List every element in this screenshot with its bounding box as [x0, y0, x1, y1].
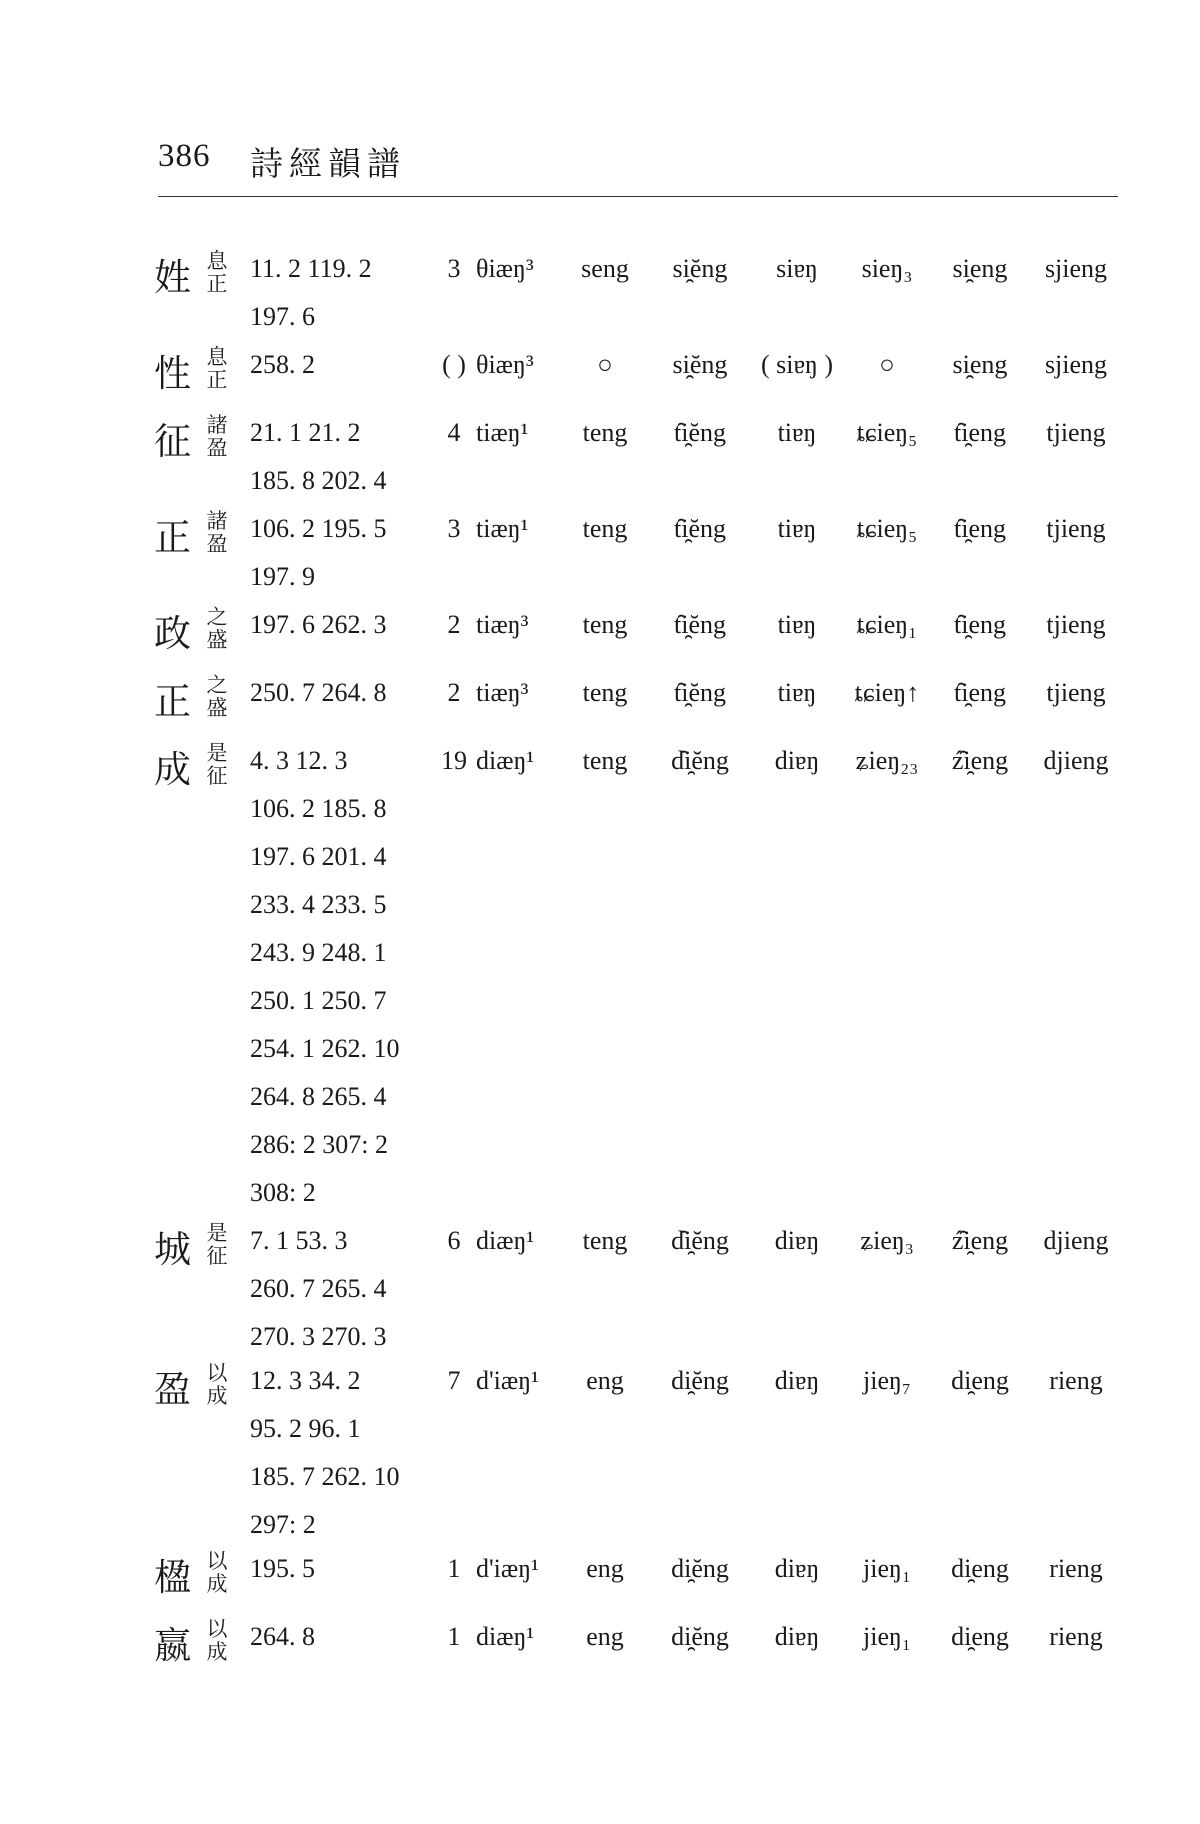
reconstruction-4: tiɐŋ	[777, 610, 817, 639]
reconstruction-1: θiæŋ³	[476, 254, 534, 283]
reconstruction-5: jieŋ₇	[863, 1366, 911, 1395]
reconstruction-5: ȶɕieŋ₅	[856, 418, 918, 447]
fanqie-character: 之	[206, 605, 228, 629]
fanqie-spelling	[204, 674, 230, 720]
head-character: 盈	[154, 1368, 191, 1411]
reconstruction-6: t̑i̯eng	[954, 418, 1006, 447]
reference-line: 197. 6 201. 4	[250, 842, 387, 871]
reconstruction-5: jieŋ₁	[863, 1554, 911, 1583]
occurrence-count: 1	[447, 1622, 461, 1651]
reconstruction-7: tjieng	[1046, 610, 1106, 639]
head-character: 政	[154, 612, 191, 655]
reconstruction-2: eng	[586, 1554, 624, 1583]
reconstruction-2: teng	[582, 418, 628, 447]
reconstruction-4: tiɐŋ	[777, 514, 817, 543]
reconstruction-3: di̯ĕng	[671, 1366, 729, 1395]
reconstruction-5: ʑieŋ₂₃	[855, 746, 919, 775]
reconstruction-4: tiɐŋ	[777, 418, 817, 447]
reconstruction-3: t̑i̯ĕng	[674, 610, 726, 639]
reconstruction-7: rieng	[1049, 1622, 1103, 1651]
fanqie-spelling	[204, 1618, 230, 1664]
reconstruction-1: tiæŋ¹	[476, 514, 529, 543]
reference-line: 185. 8 202. 4	[250, 466, 387, 495]
reconstruction-7: djieng	[1043, 746, 1109, 775]
reconstruction-6: di̯eng	[951, 1366, 1009, 1395]
reference-line: 195. 5	[250, 1554, 315, 1583]
reconstruction-6: ź̑i̯eng	[951, 1226, 1009, 1255]
reference-line: 197. 6 262. 3	[250, 610, 387, 639]
fanqie-character: 盛	[206, 696, 228, 720]
reconstruction-1: θiæŋ³	[476, 350, 534, 379]
reconstruction-7: tjieng	[1046, 418, 1106, 447]
reconstruction-4: diɐŋ	[774, 1226, 820, 1255]
reference-line: 95. 2 96. 1	[250, 1414, 361, 1443]
reconstruction-2: teng	[582, 514, 628, 543]
reconstruction-2: ○	[597, 350, 613, 379]
reference-line: 12. 3 34. 2	[250, 1366, 361, 1395]
reconstruction-7: sjieng	[1044, 254, 1108, 283]
reconstruction-5: jieŋ₁	[863, 1622, 911, 1651]
fanqie-character: 盛	[206, 628, 228, 652]
occurrence-count: 19	[441, 746, 467, 775]
reconstruction-6: t̑i̯eng	[954, 678, 1006, 707]
reconstruction-6: di̯eng	[951, 1622, 1009, 1651]
reconstruction-6: ź̑i̯eng	[951, 746, 1009, 775]
reconstruction-6: si̯eng	[952, 350, 1008, 379]
reconstruction-2: teng	[582, 610, 628, 639]
reconstruction-3: t̑i̯ĕng	[674, 418, 726, 447]
fanqie-character: 以	[206, 1617, 228, 1641]
occurrence-count: ( )	[442, 350, 466, 379]
reconstruction-6: t̑i̯eng	[954, 514, 1006, 543]
reference-line: 233. 4 233. 5	[250, 890, 387, 919]
reference-line: 254. 1 262. 10	[250, 1034, 400, 1063]
reconstruction-3: d̑i̯ĕng	[671, 746, 729, 775]
reference-line: 264. 8	[250, 1622, 315, 1651]
reconstruction-5: ○	[879, 350, 895, 379]
head-character: 性	[154, 352, 191, 395]
reference-line: 258. 2	[250, 350, 315, 379]
reconstruction-3: si̯ĕng	[672, 350, 728, 379]
fanqie-character: 諸	[206, 413, 228, 437]
head-character: 正	[154, 516, 191, 559]
reconstruction-5: ȶɕieŋ₁	[856, 610, 918, 639]
reference-line: 185. 7 262. 10	[250, 1462, 400, 1491]
fanqie-spelling	[204, 606, 230, 652]
fanqie-character: 之	[206, 673, 228, 697]
reference-line: 260. 7 265. 4	[250, 1274, 387, 1303]
occurrence-count: 3	[447, 254, 461, 283]
fanqie-character: 是	[206, 1221, 228, 1245]
book-title: 詩經韻譜	[250, 144, 406, 183]
reconstruction-4: diɐŋ	[774, 746, 820, 775]
fanqie-character: 征	[206, 764, 228, 788]
reconstruction-5: ʑieŋ₃	[860, 1226, 914, 1255]
occurrence-count: 4	[447, 418, 461, 447]
fanqie-spelling	[204, 346, 230, 392]
reference-line: 197. 9	[250, 562, 315, 591]
fanqie-spelling	[204, 510, 230, 556]
fanqie-character: 息	[206, 249, 228, 273]
reconstruction-7: djieng	[1043, 1226, 1109, 1255]
reference-line: 106. 2 195. 5	[250, 514, 387, 543]
reconstruction-4: ( siɐŋ )	[760, 350, 834, 379]
reconstruction-1: diæŋ¹	[476, 1226, 535, 1255]
reconstruction-4: tiɐŋ	[777, 678, 817, 707]
reconstruction-3: d̑i̯ĕng	[671, 1226, 729, 1255]
head-character: 正	[154, 680, 191, 723]
head-character: 成	[154, 748, 191, 791]
reconstruction-2: teng	[582, 678, 628, 707]
reconstruction-6: di̯eng	[951, 1554, 1009, 1583]
reconstruction-4: siɐŋ	[776, 254, 818, 283]
reconstruction-2: eng	[586, 1622, 624, 1651]
fanqie-character: 征	[206, 1244, 228, 1268]
reconstruction-2: seng	[581, 254, 629, 283]
reconstruction-1: diæŋ¹	[476, 746, 535, 775]
fanqie-character: 以	[206, 1549, 228, 1573]
reference-line: 250. 1 250. 7	[250, 986, 387, 1015]
reconstruction-1: tiæŋ³	[476, 678, 529, 707]
reconstruction-1: tiæŋ³	[476, 610, 529, 639]
head-character: 姓	[154, 256, 191, 299]
reconstruction-2: teng	[582, 1226, 628, 1255]
reference-line: 7. 1 53. 3	[250, 1226, 348, 1255]
occurrence-count: 1	[447, 1554, 461, 1583]
reconstruction-1: d'iæŋ¹	[476, 1366, 539, 1395]
reconstruction-3: si̯ĕng	[672, 254, 728, 283]
reconstruction-3: di̯ĕng	[671, 1554, 729, 1583]
head-character: 嬴	[154, 1624, 191, 1667]
reconstruction-1: tiæŋ¹	[476, 418, 529, 447]
reference-line: 308: 2	[250, 1178, 316, 1207]
occurrence-count: 3	[447, 514, 461, 543]
reference-line: 286: 2 307: 2	[250, 1130, 388, 1159]
reference-line: 264. 8 265. 4	[250, 1082, 387, 1111]
fanqie-spelling	[204, 742, 230, 788]
reference-line: 4. 3 12. 3	[250, 746, 348, 775]
reconstruction-2: teng	[582, 746, 628, 775]
reconstruction-7: sjieng	[1044, 350, 1108, 379]
reconstruction-1: d'iæŋ¹	[476, 1554, 539, 1583]
reconstruction-4: diɐŋ	[774, 1554, 820, 1583]
reconstruction-3: di̯ĕng	[671, 1622, 729, 1651]
occurrence-count: 2	[447, 678, 461, 707]
fanqie-spelling	[204, 1550, 230, 1596]
fanqie-spelling	[204, 414, 230, 460]
reconstruction-3: t̑i̯ĕng	[674, 514, 726, 543]
reconstruction-3: t̑i̯ĕng	[674, 678, 726, 707]
fanqie-character: 成	[206, 1640, 228, 1664]
reference-line: 197. 6	[250, 302, 315, 331]
fanqie-spelling	[204, 1362, 230, 1408]
reconstruction-4: diɐŋ	[774, 1622, 820, 1651]
occurrence-count: 7	[447, 1366, 461, 1395]
reconstruction-5: ȶɕieŋ₅	[856, 514, 918, 543]
reference-line: 243. 9 248. 1	[250, 938, 387, 967]
reference-line: 297: 2	[250, 1510, 316, 1539]
reference-line: 250. 7 264. 8	[250, 678, 387, 707]
head-character: 城	[154, 1228, 191, 1271]
reference-line: 106. 2 185. 8	[250, 794, 387, 823]
reconstruction-7: rieng	[1049, 1366, 1103, 1395]
occurrence-count: 2	[447, 610, 461, 639]
reconstruction-7: tjieng	[1046, 514, 1106, 543]
fanqie-character: 息	[206, 345, 228, 369]
reconstruction-7: rieng	[1049, 1554, 1103, 1583]
fanqie-character: 是	[206, 741, 228, 765]
head-character: 征	[154, 420, 191, 463]
fanqie-spelling	[204, 250, 230, 296]
fanqie-character: 正	[206, 368, 228, 392]
reconstruction-6: t̑i̯eng	[954, 610, 1006, 639]
reconstruction-5: sieŋ₃	[861, 254, 913, 283]
fanqie-character: 盈	[206, 436, 228, 460]
head-character: 楹	[154, 1556, 191, 1599]
fanqie-character: 成	[206, 1572, 228, 1596]
reconstruction-2: eng	[586, 1366, 624, 1395]
reconstruction-7: tjieng	[1046, 678, 1106, 707]
fanqie-character: 正	[206, 272, 228, 296]
fanqie-character: 盈	[206, 532, 228, 556]
fanqie-character: 諸	[206, 509, 228, 533]
occurrence-count: 6	[447, 1226, 461, 1255]
reference-line: 11. 2 119. 2	[250, 254, 372, 283]
fanqie-spelling	[204, 1222, 230, 1268]
reconstruction-1: diæŋ¹	[476, 1622, 535, 1651]
fanqie-character: 以	[206, 1361, 228, 1385]
fanqie-character: 成	[206, 1384, 228, 1408]
reconstruction-5: ȶɕieŋ↑	[854, 678, 920, 707]
reconstruction-4: diɐŋ	[774, 1366, 820, 1395]
page-number: 386	[158, 138, 211, 174]
reference-line: 21. 1 21. 2	[250, 418, 361, 447]
reference-line: 270. 3 270. 3	[250, 1322, 387, 1351]
reconstruction-6: si̯eng	[952, 254, 1008, 283]
